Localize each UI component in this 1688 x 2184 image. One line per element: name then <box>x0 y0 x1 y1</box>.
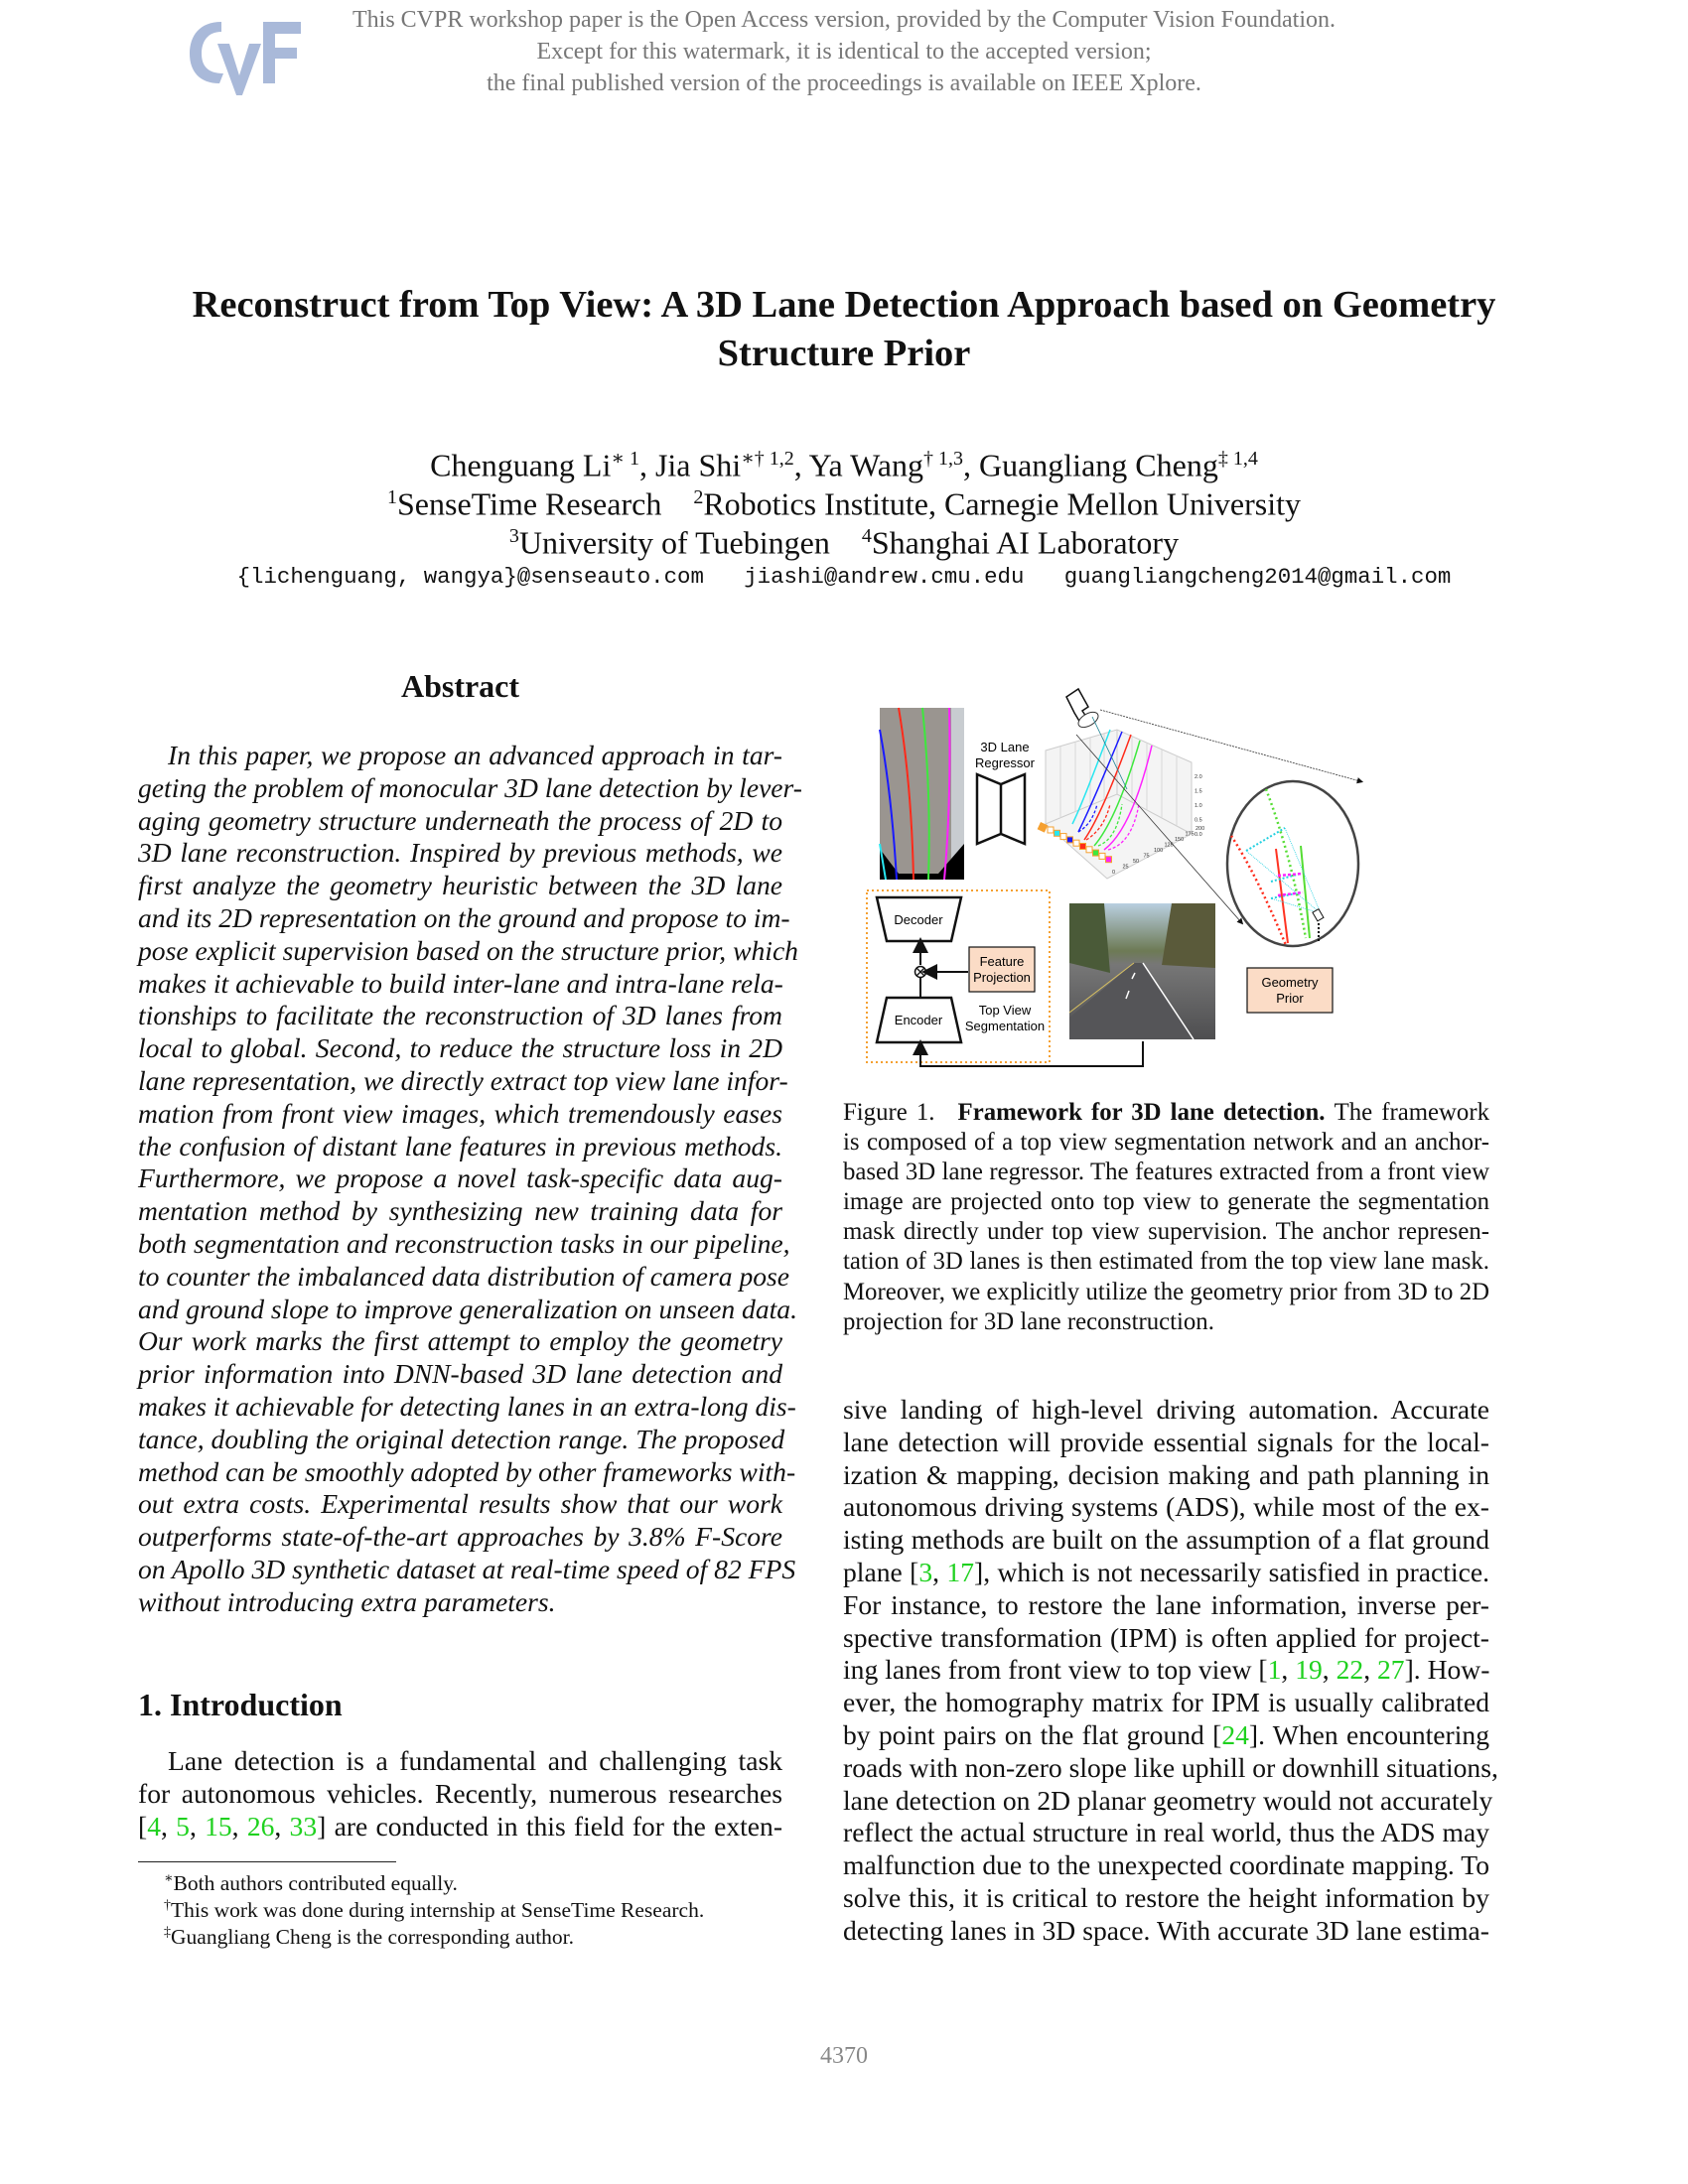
anchor-swatch <box>1099 853 1105 859</box>
top-view-segmentation-label: Top View <box>978 1003 1032 1018</box>
abstract-line: outperforms state-of-the-art approaches by 3.8% F-Score <box>138 1521 782 1553</box>
citation-link[interactable]: 22 <box>1336 1654 1364 1686</box>
intro-line: spective transformation (IPM) is often applied for project- <box>843 1621 1489 1653</box>
abstract-line: aging geometry structure underneath the process of 2D to <box>138 804 782 836</box>
affiliation-number: 1 <box>386 486 397 508</box>
abstract-line: method can be smoothly adopted by other frameworks with- <box>138 1455 796 1487</box>
abstract-line: makes it achievable to build inter-lane and intra-lane rela- <box>138 967 783 999</box>
watermark-line: the final published version of the proceedings is available on IEEE Xplore. <box>487 70 1201 96</box>
email-line <box>99 564 1589 590</box>
citation-link[interactable]: 27 <box>1376 1654 1405 1686</box>
abstract-line: the confusion of distant lane features in previous methods. <box>138 1130 782 1161</box>
anchor-swatch <box>1055 830 1060 836</box>
intro-line: detecting lanes in 3D space. With accurate 3D lane estima- <box>843 1914 1489 1946</box>
regressor-block <box>977 774 1025 844</box>
decoder-label: Decoder <box>894 912 943 927</box>
intro-line: lane detection will provide essential signals for the local- <box>843 1426 1489 1457</box>
footnote-mark: ∗ <box>164 1871 174 1886</box>
x-tick-label: 200 <box>1196 826 1205 832</box>
citation-link[interactable]: 5 <box>176 1810 190 1842</box>
x-tick-label: 100 <box>1154 848 1164 854</box>
intro-line: for autonomous vehicles. Recently, numerous researches <box>138 1777 782 1809</box>
feature-projection-label: Feature <box>979 954 1025 969</box>
x-tick-label: 175 <box>1185 831 1195 838</box>
front-view-image <box>1069 903 1215 1039</box>
regressor-label: 3D Lane <box>980 740 1030 754</box>
affiliation-number: 2 <box>693 486 704 508</box>
abstract-line: prior information into DNN-based 3D lane detection and <box>138 1358 782 1390</box>
caption-line: tation of 3D lanes is then estimated from the top view lane mask. <box>843 1248 1489 1276</box>
anchor-swatch <box>1086 847 1092 853</box>
caption-line: projection for 3D lane reconstruction. <box>843 1307 1214 1335</box>
abstract-line: mation from front view images, which tremendously eases <box>138 1097 782 1129</box>
citation-link[interactable]: 1 <box>1267 1654 1282 1686</box>
geometry-prior-label: Prior <box>1276 991 1304 1006</box>
watermark-line: This CVPR workshop paper is the Open Access version, provided by the Computer Vision Foundation. <box>352 7 1336 33</box>
abstract-line: first analyze the geometry heuristic between the 3D lane <box>138 870 782 901</box>
page-number: 4370 <box>820 2043 868 2069</box>
author-marks: ‡ 1,4 <box>1217 448 1258 470</box>
introduction-heading: 1. Introduction <box>138 1687 343 1722</box>
abstract-heading: Abstract <box>400 668 520 704</box>
caption-text: The framework <box>1334 1099 1489 1126</box>
citation-link[interactable]: 4 <box>147 1810 161 1842</box>
footnote-text: Guangliang Cheng is the corresponding author. <box>171 1925 575 1950</box>
abstract-line: In this paper, we propose an advanced approach in tar- <box>168 740 782 770</box>
author-marks: † 1,3 <box>922 448 963 470</box>
abstract-line: lane representation, we directly extract top view lane infor- <box>138 1065 788 1096</box>
abstract-line: tionships to facilitate the reconstruction of 3D lanes from <box>138 1000 782 1031</box>
abstract-line: and ground slope to improve generalization on unseen data. <box>138 1293 797 1324</box>
author-list: Chenguang $Li^{∗ 1}$, Jia Shi$^{∗\dagger 1,2}$, Ya Wang$^{\dagger 1,3}$, Guangliang Cheng$^{\ddagger 1,4}$ <box>430 447 1258 483</box>
x-tick-label: 75 <box>1143 853 1150 860</box>
author-name: Guangliang Cheng <box>978 447 1218 483</box>
citation-link[interactable]: 19 <box>1295 1654 1323 1686</box>
z-tick-label: 0.5 <box>1195 817 1202 824</box>
abstract-line: on Apollo 3D synthetic dataset at real-time speed of 82 FPS <box>138 1554 796 1584</box>
abstract-line: 3D lane reconstruction. Inspired by previous methods, we <box>138 837 782 869</box>
abstract-line: mentation method by synthesizing new training data for <box>138 1195 782 1227</box>
abstract-line: Our work marks the first attempt to employ the geometry <box>138 1325 782 1357</box>
z-tick-label: 1.0 <box>1195 803 1202 809</box>
caption-title: Framework for 3D lane detection. <box>957 1099 1335 1126</box>
3d-lane-plot <box>1038 730 1205 879</box>
z-tick-label: 0.0 <box>1195 832 1202 838</box>
citation-link[interactable]: 26 <box>246 1810 275 1842</box>
author-name: Ya Wang <box>808 447 923 483</box>
footnote-mark: ‡ <box>164 1925 171 1940</box>
author-marks: ∗ 1 <box>611 448 639 470</box>
citation-link[interactable]: 15 <box>205 1810 232 1842</box>
framework-diagram <box>844 675 1489 1072</box>
abstract-line: out extra costs. Experimental results show that our work <box>138 1488 782 1520</box>
affiliation-number: 4 <box>861 525 872 547</box>
encoder-label: Encoder <box>894 1013 943 1027</box>
anchor-swatch <box>1093 850 1099 856</box>
caption-line: Moreover, we explicitly utilize the geometry prior from 3D to 2D <box>843 1278 1489 1305</box>
footnote-text: Both authors contributed equally. <box>173 1871 458 1896</box>
email: guangliangcheng2014@gmail.com <box>1063 564 1452 590</box>
x-tick-label: 25 <box>1122 864 1129 871</box>
intro-line: malfunction due to the unexpected coordinate mapping. To <box>843 1849 1489 1881</box>
email: jiashi@andrew.cmu.edu <box>744 564 1025 590</box>
citation-link[interactable]: 17 <box>946 1557 974 1587</box>
top-view-image <box>880 708 964 880</box>
regressor-label: Regressor <box>975 755 1035 770</box>
caption-line: based 3D lane regressor. The features extracted from a front view <box>843 1159 1489 1186</box>
x-tick-label: 0 <box>1112 870 1116 876</box>
author-marks: ∗† 1,2 <box>741 448 794 470</box>
intro-line: Lane detection is a fundamental and challenging task <box>168 1745 782 1776</box>
affiliation: SenseTime Research <box>396 485 662 522</box>
anchor-swatch <box>1080 844 1086 850</box>
intro-line: isting methods are built on the assumption of a flat ground <box>843 1524 1489 1556</box>
abstract-line: makes it achievable for detecting lanes in an extra-long dis- <box>138 1391 796 1422</box>
citation-link[interactable]: 33 <box>289 1810 318 1842</box>
intro-line: ever, the homography matrix for IPM is usually calibrated <box>843 1687 1489 1718</box>
z-tick-label: 1.5 <box>1195 788 1202 795</box>
intro-line: plane [3, 17], which is not necessarily satisfied in practice. <box>843 1557 1490 1587</box>
z-tick-label: 2.0 <box>1195 774 1202 780</box>
feature-projection-label: Projection <box>973 970 1031 985</box>
email: {lichenguang, wangya}@senseauto.com <box>236 564 704 590</box>
abstract-line: local to global. Second, to reduce the structure loss in 2D <box>138 1032 782 1064</box>
footnote <box>164 1919 574 1951</box>
affiliation-number: 3 <box>508 525 519 547</box>
abstract-line: without introducing extra parameters. <box>138 1585 556 1617</box>
footnote-text: This work was done during internship at SenseTime Research. <box>171 1898 705 1923</box>
anchor-swatch <box>1060 834 1066 840</box>
caption-line: image are projected onto top view to generate the segmentation <box>843 1188 1489 1216</box>
author-name: Chenguang Li <box>430 447 612 483</box>
abstract-line: Furthermore, we propose a novel task-specific data aug- <box>138 1162 782 1194</box>
paper-title-line: Structure Prior <box>717 333 971 374</box>
abstract-line: tance, doubling the original detection range. The proposed <box>138 1423 785 1454</box>
top-view-segmentation-label: Segmentation <box>964 1019 1046 1033</box>
x-tick-label: 50 <box>1133 859 1140 865</box>
intro-line: by point pairs on the flat ground [24]. When encountering <box>843 1719 1489 1750</box>
intro-line: roads with non-zero slope like uphill or downhill situations, <box>843 1751 1498 1783</box>
affiliation: Robotics Institute, Carnegie Mellon University <box>703 485 1301 522</box>
geometry-zoom-circle <box>1227 781 1358 946</box>
citation-link[interactable]: 24 <box>1221 1719 1249 1750</box>
figure-1 <box>844 675 1489 1077</box>
caption-line <box>843 1098 1489 1128</box>
affiliation-line <box>99 478 1589 523</box>
x-tick-label: 150 <box>1175 837 1185 843</box>
watermark-line: Except for this watermark, it is identical to the accepted version; <box>536 39 1152 65</box>
intro-line: sive landing of high-level driving automation. Accurate <box>843 1394 1489 1425</box>
abstract-line: geting the problem of monocular 3D lane detection by lever- <box>138 771 802 803</box>
author-name: Jia Shi <box>654 447 742 483</box>
intro-line: autonomous driving systems (ADS), while most of the ex- <box>843 1491 1489 1523</box>
intro-line: lane detection on 2D planar geometry would not accurately <box>843 1784 1493 1816</box>
anchor-swatch <box>1048 827 1054 833</box>
intro-line: solve this, it is critical to restore the height information by <box>843 1882 1489 1913</box>
footnote-mark: † <box>164 1898 171 1913</box>
intro-line: For instance, to restore the lane information, inverse per- <box>843 1588 1489 1620</box>
abstract-line: and its 2D representation on the ground and propose to im- <box>138 902 790 933</box>
geometry-prior-label: Geometry <box>1261 975 1319 990</box>
anchor-swatch <box>1106 857 1112 863</box>
intro-line: ization & mapping, decision making and path planning in <box>843 1458 1489 1490</box>
caption-line: mask directly under top view supervision. The anchor represen- <box>843 1218 1489 1246</box>
citation-link[interactable]: 3 <box>918 1557 933 1587</box>
x-tick-label: 125 <box>1164 842 1174 849</box>
affiliation: University of Tuebingen <box>518 524 830 561</box>
intro-line: reflect the actual structure in real world, thus the ADS may <box>843 1817 1489 1848</box>
abstract-line: pose explicit supervision based on the structure prior, which <box>138 934 798 966</box>
anchor-swatch <box>1067 837 1073 843</box>
paper-title-line: Reconstruct from Top View: A 3D Lane Detection Approach based on Geometry <box>192 284 1496 326</box>
footnote-rule <box>138 1861 396 1862</box>
abstract-line: both segmentation and reconstruction tasks in our pipeline, <box>138 1228 790 1259</box>
caption-label: Figure 1. <box>843 1099 944 1126</box>
caption-line: is composed of a top view segmentation network and an anchor- <box>843 1129 1489 1156</box>
anchor-swatch <box>1073 840 1079 846</box>
abstract-line: to counter the imbalanced data distribution of camera pose <box>138 1260 790 1292</box>
affiliation: Shanghai AI Laboratory <box>871 524 1180 561</box>
intro-line: [4, 5, 15, 26, 33] are conducted in this field for the exten- <box>138 1810 783 1842</box>
intro-line: ing lanes from front view to top view [1, 19, 22, 27]. How- <box>843 1654 1490 1686</box>
affiliation-line <box>99 517 1589 562</box>
